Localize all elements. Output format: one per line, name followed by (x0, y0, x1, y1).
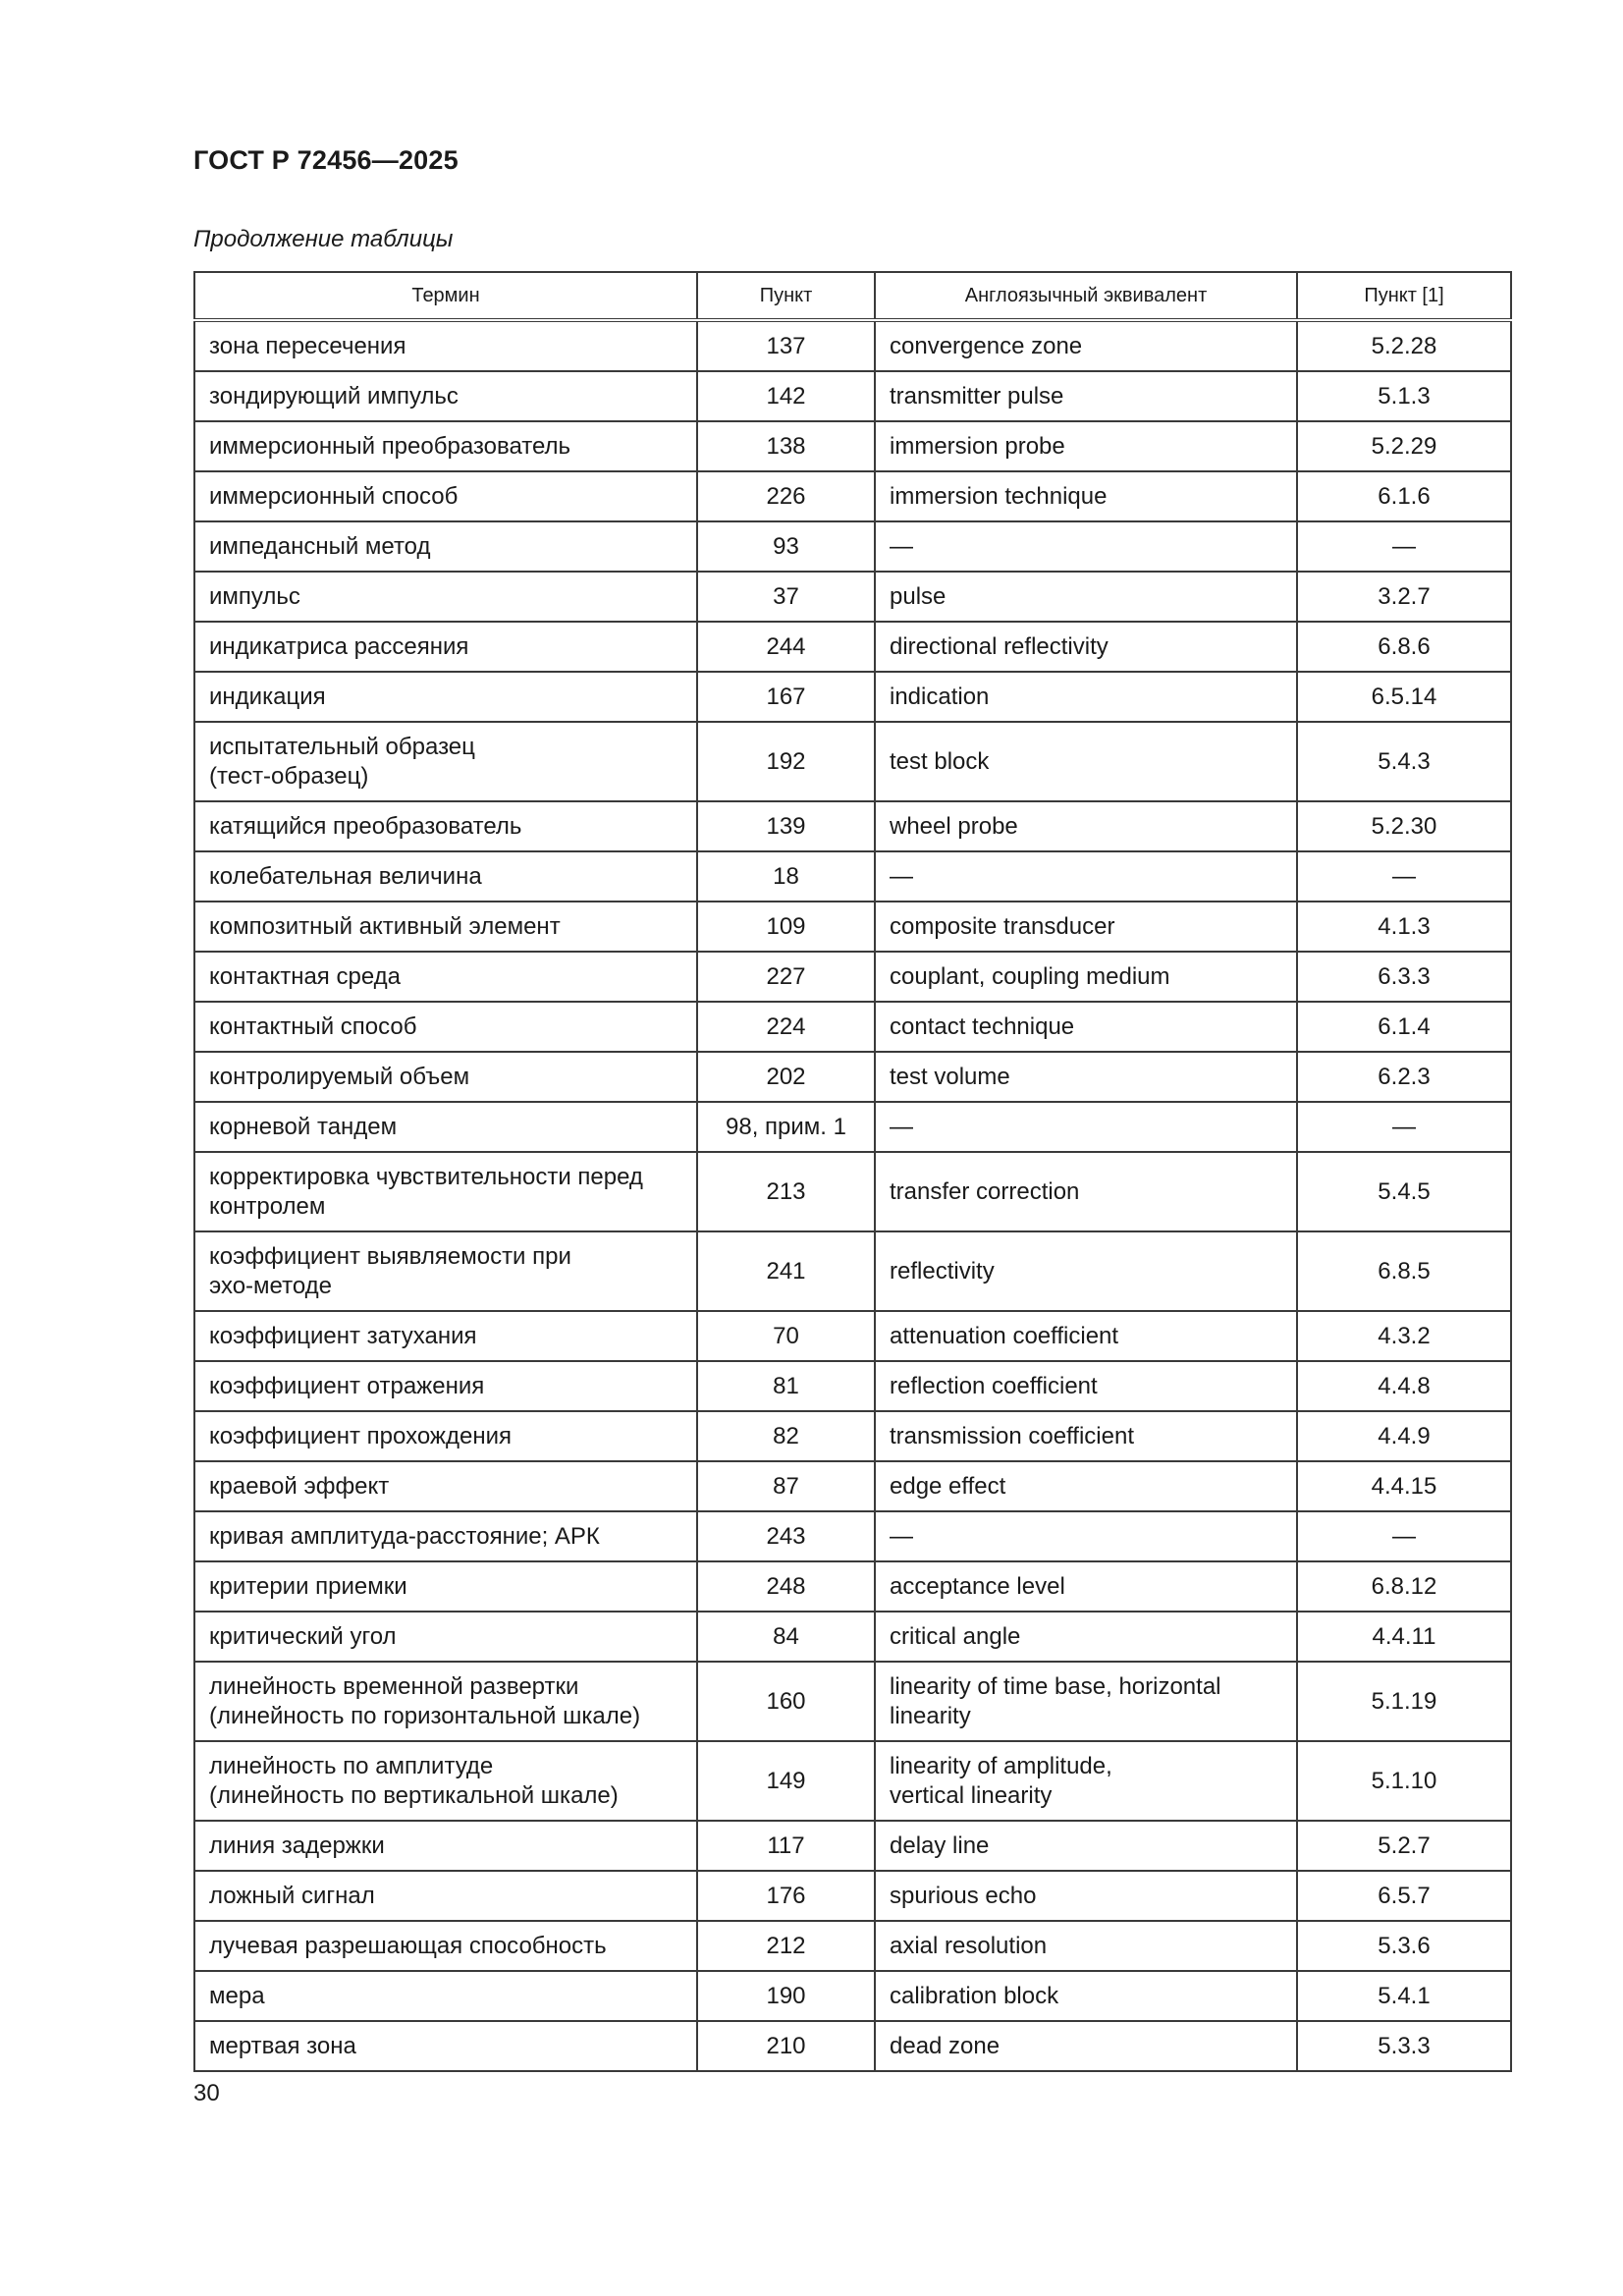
table-row (194, 1561, 1511, 1612)
table-row (194, 1662, 1511, 1741)
term-cell: испытательный образец (тест-образец) (194, 722, 697, 801)
term-cell: индикация (194, 672, 697, 722)
table-row (194, 1461, 1511, 1511)
table-row (194, 1361, 1511, 1411)
english-term-cell: couplant, coupling medium (875, 952, 1297, 1002)
reference-cell: 6.8.6 (1297, 622, 1511, 672)
reference-cell: 6.2.3 (1297, 1052, 1511, 1102)
reference-cell: 4.4.8 (1297, 1361, 1511, 1411)
term-cell: мертвая зона (194, 2021, 697, 2071)
english-term-cell: — (875, 521, 1297, 572)
clause-cell: 18 (697, 851, 875, 902)
table-row (194, 1231, 1511, 1311)
term-cell: зондирующий импульс (194, 371, 697, 421)
english-term-cell: wheel probe (875, 801, 1297, 851)
clause-cell: 87 (697, 1461, 875, 1511)
table-row (194, 622, 1511, 672)
english-term-cell: indication (875, 672, 1297, 722)
reference-cell: 4.1.3 (1297, 902, 1511, 952)
clause-cell: 202 (697, 1052, 875, 1102)
english-term-cell: attenuation coefficient (875, 1311, 1297, 1361)
english-term-cell: — (875, 1511, 1297, 1561)
english-term-cell: convergence zone (875, 320, 1297, 371)
table-row (194, 1052, 1511, 1102)
table-row (194, 1821, 1511, 1871)
term-cell: критический угол (194, 1612, 697, 1662)
document-header: ГОСТ Р 72456—2025 (193, 145, 459, 175)
clause-cell: 241 (697, 1231, 875, 1311)
term-cell: иммерсионный преобразователь (194, 421, 697, 471)
english-term-cell: transmitter pulse (875, 371, 1297, 421)
column-header-clause: Пункт (697, 272, 875, 320)
english-term-cell: reflection coefficient (875, 1361, 1297, 1411)
term-cell: контролируемый объем (194, 1052, 697, 1102)
table-row (194, 1152, 1511, 1231)
reference-cell: — (1297, 521, 1511, 572)
table-row (194, 722, 1511, 801)
table-row (194, 471, 1511, 521)
english-term-cell: transmission coefficient (875, 1411, 1297, 1461)
clause-cell: 70 (697, 1311, 875, 1361)
table-row (194, 1971, 1511, 2021)
table-row (194, 572, 1511, 622)
table-row (194, 952, 1511, 1002)
table-row (194, 902, 1511, 952)
english-term-cell: critical angle (875, 1612, 1297, 1662)
clause-cell: 98, прим. 1 (697, 1102, 875, 1152)
english-term-cell: spurious echo (875, 1871, 1297, 1921)
english-term-cell: calibration block (875, 1971, 1297, 2021)
table-caption: Продолжение таблицы (193, 226, 454, 252)
reference-cell: 4.4.11 (1297, 1612, 1511, 1662)
english-term-cell: test volume (875, 1052, 1297, 1102)
clause-cell: 190 (697, 1971, 875, 2021)
reference-cell: 6.5.7 (1297, 1871, 1511, 1921)
term-cell: контактный способ (194, 1002, 697, 1052)
english-term-cell: immersion probe (875, 421, 1297, 471)
term-cell: корректировка чувствительности перед контролем (194, 1152, 697, 1231)
term-cell: краевой эффект (194, 1461, 697, 1511)
term-cell: коэффициент выявляемости при эхо-методе (194, 1231, 697, 1311)
clause-cell: 37 (697, 572, 875, 622)
term-cell: кривая амплитуда-расстояние; АРК (194, 1511, 697, 1561)
clause-cell: 109 (697, 902, 875, 952)
clause-cell: 117 (697, 1821, 875, 1871)
clause-cell: 84 (697, 1612, 875, 1662)
reference-cell: 5.4.5 (1297, 1152, 1511, 1231)
term-cell: лучевая разрешающая способность (194, 1921, 697, 1971)
term-cell: зона пересечения (194, 320, 697, 371)
column-header-term: Термин (194, 272, 697, 320)
table-row (194, 851, 1511, 902)
table-body (194, 320, 1511, 2071)
term-cell: коэффициент затухания (194, 1311, 697, 1361)
clause-cell: 93 (697, 521, 875, 572)
table-row (194, 1411, 1511, 1461)
page-number: 30 (193, 2080, 220, 2106)
clause-cell: 213 (697, 1152, 875, 1231)
reference-cell: 6.3.3 (1297, 952, 1511, 1002)
reference-cell: 6.8.5 (1297, 1231, 1511, 1311)
table-row (194, 521, 1511, 572)
clause-cell: 227 (697, 952, 875, 1002)
english-term-cell: linearity of amplitude, vertical linearity (875, 1741, 1297, 1821)
table-row (194, 421, 1511, 471)
english-term-cell: acceptance level (875, 1561, 1297, 1612)
term-cell: линия задержки (194, 1821, 697, 1871)
reference-cell: 6.8.12 (1297, 1561, 1511, 1612)
english-term-cell: — (875, 851, 1297, 902)
english-term-cell: axial resolution (875, 1921, 1297, 1971)
term-cell: иммерсионный способ (194, 471, 697, 521)
clause-cell: 139 (697, 801, 875, 851)
clause-cell: 243 (697, 1511, 875, 1561)
term-cell: импульс (194, 572, 697, 622)
term-cell: катящийся преобразователь (194, 801, 697, 851)
term-cell: контактная среда (194, 952, 697, 1002)
clause-cell: 142 (697, 371, 875, 421)
table-row (194, 801, 1511, 851)
reference-cell: 5.2.7 (1297, 1821, 1511, 1871)
table-row (194, 1741, 1511, 1821)
term-cell: критерии приемки (194, 1561, 697, 1612)
term-cell: композитный активный элемент (194, 902, 697, 952)
clause-cell: 224 (697, 1002, 875, 1052)
english-term-cell: directional reflectivity (875, 622, 1297, 672)
english-term-cell: edge effect (875, 1461, 1297, 1511)
clause-cell: 210 (697, 2021, 875, 2071)
english-term-cell: — (875, 1102, 1297, 1152)
term-cell: линейность временной развертки (линейность по горизонтальной шкале) (194, 1662, 697, 1741)
term-cell: индикатриса рассеяния (194, 622, 697, 672)
reference-cell: 6.1.4 (1297, 1002, 1511, 1052)
table-row (194, 1311, 1511, 1361)
table-row (194, 672, 1511, 722)
english-term-cell: delay line (875, 1821, 1297, 1871)
reference-cell: 6.5.14 (1297, 672, 1511, 722)
column-header-reference: Пункт [1] (1297, 272, 1511, 320)
reference-cell: — (1297, 851, 1511, 902)
english-term-cell: pulse (875, 572, 1297, 622)
reference-cell: 5.4.3 (1297, 722, 1511, 801)
table-row (194, 1102, 1511, 1152)
clause-cell: 167 (697, 672, 875, 722)
english-term-cell: dead zone (875, 2021, 1297, 2071)
term-cell: импедансный метод (194, 521, 697, 572)
english-term-cell: reflectivity (875, 1231, 1297, 1311)
clause-cell: 149 (697, 1741, 875, 1821)
reference-cell: 5.3.6 (1297, 1921, 1511, 1971)
clause-cell: 82 (697, 1411, 875, 1461)
reference-cell: — (1297, 1102, 1511, 1152)
reference-cell: 5.3.3 (1297, 2021, 1511, 2071)
reference-cell: — (1297, 1511, 1511, 1561)
column-header-english: Англоязычный эквивалент (875, 272, 1297, 320)
english-term-cell: composite transducer (875, 902, 1297, 952)
reference-cell: 5.2.29 (1297, 421, 1511, 471)
english-term-cell: transfer correction (875, 1152, 1297, 1231)
clause-cell: 192 (697, 722, 875, 801)
terms-table (193, 271, 1512, 2072)
clause-cell: 81 (697, 1361, 875, 1411)
english-term-cell: contact technique (875, 1002, 1297, 1052)
term-cell: коэффициент прохождения (194, 1411, 697, 1461)
clause-cell: 138 (697, 421, 875, 471)
clause-cell: 212 (697, 1921, 875, 1971)
reference-cell: 5.2.30 (1297, 801, 1511, 851)
table-header-row (194, 272, 1511, 320)
term-cell: линейность по амплитуде (линейность по вертикальной шкале) (194, 1741, 697, 1821)
reference-cell: 4.4.9 (1297, 1411, 1511, 1461)
english-term-cell: linearity of time base, horizontal linearity (875, 1662, 1297, 1741)
term-cell: ложный сигнал (194, 1871, 697, 1921)
english-term-cell: immersion technique (875, 471, 1297, 521)
term-cell: колебательная величина (194, 851, 697, 902)
table-row (194, 1002, 1511, 1052)
table-row (194, 2021, 1511, 2071)
reference-cell: 5.1.3 (1297, 371, 1511, 421)
table-row (194, 1511, 1511, 1561)
clause-cell: 226 (697, 471, 875, 521)
reference-cell: 4.4.15 (1297, 1461, 1511, 1511)
reference-cell: 3.2.7 (1297, 572, 1511, 622)
table-row (194, 320, 1511, 371)
reference-cell: 5.1.19 (1297, 1662, 1511, 1741)
reference-cell: 5.1.10 (1297, 1741, 1511, 1821)
table-row (194, 1612, 1511, 1662)
clause-cell: 248 (697, 1561, 875, 1612)
reference-cell: 5.2.28 (1297, 320, 1511, 371)
english-term-cell: test block (875, 722, 1297, 801)
clause-cell: 176 (697, 1871, 875, 1921)
table-row (194, 1921, 1511, 1971)
reference-cell: 6.1.6 (1297, 471, 1511, 521)
reference-cell: 4.3.2 (1297, 1311, 1511, 1361)
table-row (194, 371, 1511, 421)
reference-cell: 5.4.1 (1297, 1971, 1511, 2021)
term-cell: коэффициент отражения (194, 1361, 697, 1411)
term-cell: корневой тандем (194, 1102, 697, 1152)
table-row (194, 1871, 1511, 1921)
clause-cell: 137 (697, 320, 875, 371)
clause-cell: 244 (697, 622, 875, 672)
clause-cell: 160 (697, 1662, 875, 1741)
term-cell: мера (194, 1971, 697, 2021)
